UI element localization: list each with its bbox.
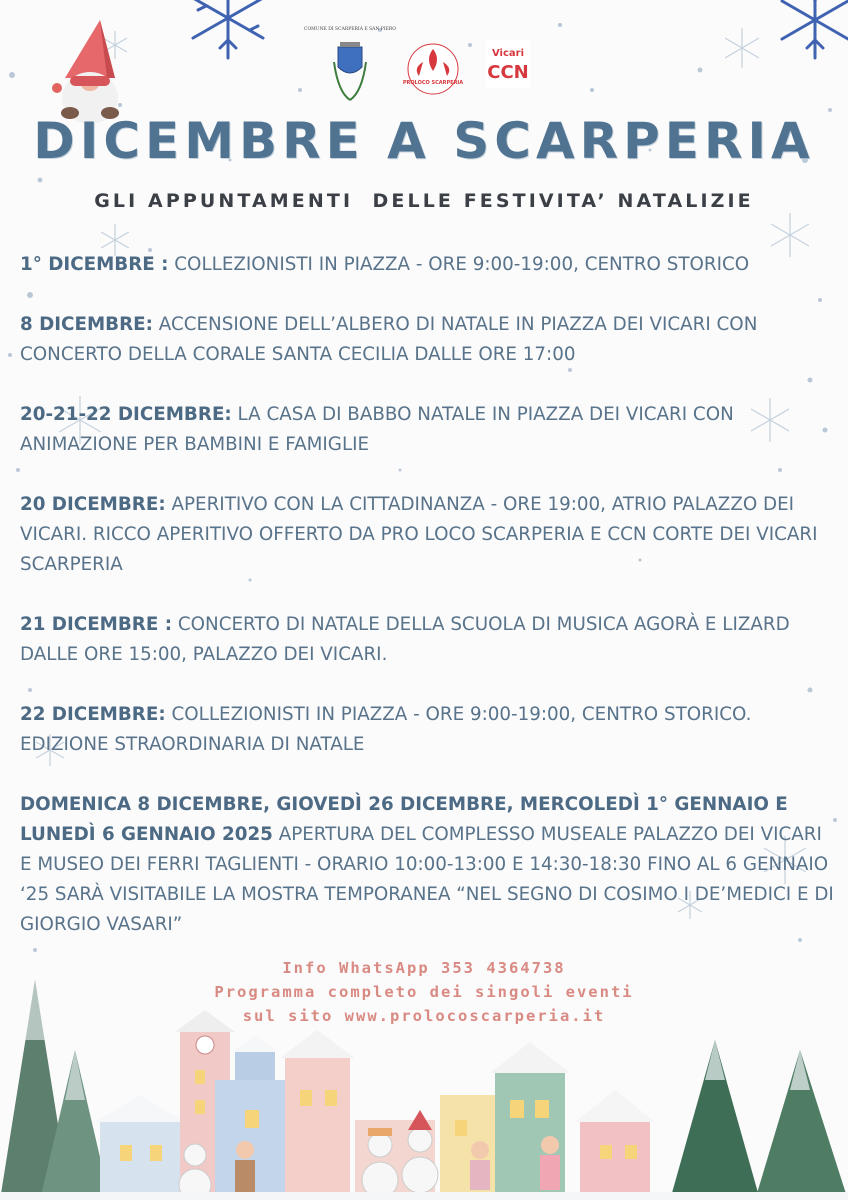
event-item bbox=[20, 310, 835, 370]
event-item bbox=[20, 490, 835, 580]
event-item bbox=[20, 400, 835, 460]
event-date: DOMENICA 8 DICEMBRE, GIOVEDÌ 26 DICEMBRE, MERCOLEDÌ 1° GENNAIO E LUNEDÌ 6 GENNAIO 2025 bbox=[20, 794, 788, 845]
ccn-logo-top: Vicari bbox=[491, 48, 525, 59]
website-info: sul sito www.prolocoscarperia.it bbox=[242, 1007, 606, 1025]
comune-logo-text: COMUNE DI SCARPERIA E SAN PIERO bbox=[304, 27, 396, 32]
event-text: CONCERTO DI NATALE DELLA SCUOLA DI MUSICA AGORÀ E LIZARD DALLE ORE 15:00, PALAZZO DEI VICARI. bbox=[20, 614, 790, 665]
event-item bbox=[20, 250, 835, 280]
event-text: COLLEZIONISTI IN PIAZZA - ORE 9:00-19:00, CENTRO STORICO bbox=[168, 254, 750, 275]
event-list bbox=[20, 250, 835, 970]
event-date: 20 DICEMBRE: bbox=[20, 494, 166, 515]
event-item bbox=[20, 700, 835, 760]
proloco-logo bbox=[403, 44, 463, 94]
event-text: APERTURA DEL COMPLESSO MUSEALE PALAZZO DEI VICARI E MUSEO DEI FERRI TAGLIENTI - ORARIO 10:00-13:00 E 14:30-18:30 FINO AL 6 GENNAIO ‘25 SARÀ VISITABILE LA MOSTRA TEMPORANEA “NEL SEGNO DI COSIMO I DE’MEDICI E DI GIORGIO VASARI” bbox=[20, 824, 834, 935]
whatsapp-info: Info WhatsApp 353 4364738 bbox=[282, 959, 566, 977]
winter-village-illustration bbox=[0, 970, 848, 1200]
ccn-logo bbox=[486, 40, 530, 88]
page-title: DICEMBRE A SCARPERIA bbox=[33, 112, 815, 170]
snowflake-icon bbox=[178, 0, 278, 70]
event-item bbox=[20, 790, 835, 940]
event-date: 20-21-22 DICEMBRE: bbox=[20, 404, 232, 425]
event-text: ACCENSIONE DELL’ALBERO DI NATALE IN PIAZZA DEI VICARI CON CONCERTO DELLA CORALE SANTA CECILIA DALLE ORE 17:00 bbox=[20, 314, 758, 365]
event-date: 22 DICEMBRE: bbox=[20, 704, 166, 725]
event-text: LA CASA DI BABBO NATALE IN PIAZZA DEI VICARI CON ANIMAZIONE PER BAMBINI E FAMIGLIE bbox=[20, 404, 734, 455]
ccn-logo-bottom: CCN bbox=[487, 62, 529, 83]
event-date: 8 DICEMBRE: bbox=[20, 314, 153, 335]
sponsor-logos bbox=[304, 22, 536, 112]
snowflake-icon bbox=[770, 0, 848, 70]
event-item bbox=[20, 610, 835, 670]
event-date: 21 DICEMBRE : bbox=[20, 614, 173, 635]
event-date: 1° DICEMBRE : bbox=[20, 254, 169, 275]
program-info: Programma completo dei singoli eventi bbox=[214, 983, 634, 1001]
page-subtitle: GLI APPUNTAMENTI DELLE FESTIVITA’ NATALIZIE bbox=[94, 190, 754, 212]
proloco-logo-text: PROLOCO SCARPERIA bbox=[402, 80, 464, 86]
event-text: COLLEZIONISTI IN PIAZZA - ORE 9:00-19:00, CENTRO STORICO. EDIZIONE STRAORDINARIA DI NATALE bbox=[20, 704, 752, 755]
event-text: APERITIVO CON LA CITTADINANZA - ORE 19:00, ATRIO PALAZZO DEI VICARI. RICCO APERITIVO OFFERTO DA PRO LOCO SCARPERIA E CCN CORTE DEI VICARI SCARPERIA bbox=[20, 494, 818, 575]
